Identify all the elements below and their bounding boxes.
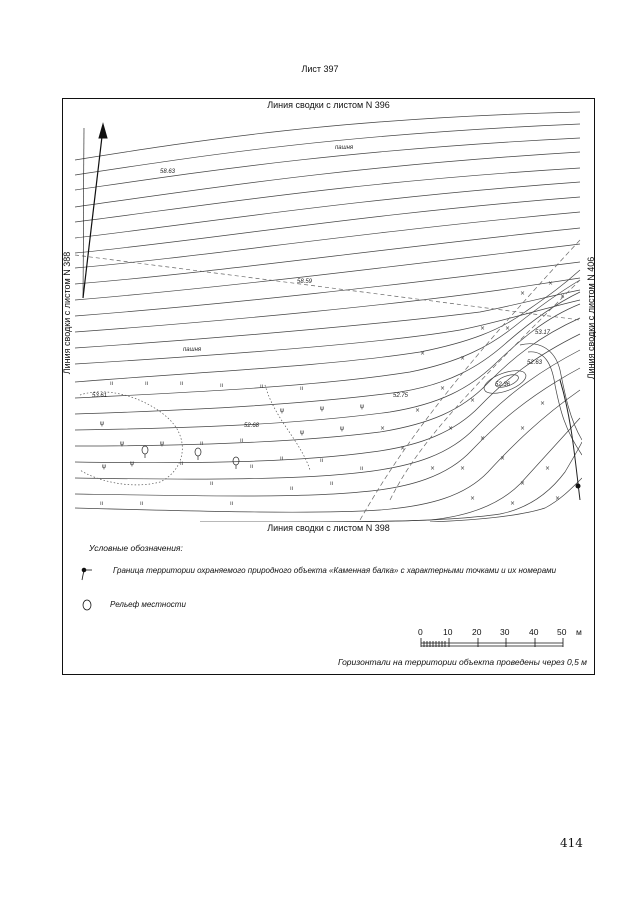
dashed-line: [360, 240, 580, 520]
contour-line: [75, 262, 580, 316]
boundary-point-icon: [82, 568, 92, 580]
svg-text:×: ×: [470, 495, 476, 502]
svg-text:ıı: ıı: [100, 500, 104, 507]
svg-text:×: ×: [420, 350, 426, 357]
svg-text:ıı: ıı: [320, 457, 324, 464]
contour-line: [75, 280, 580, 398]
ravine-edge: [560, 380, 580, 500]
svg-text:×: ×: [460, 355, 466, 362]
page-number: 414: [560, 836, 583, 850]
elevation-label: 52.63: [527, 360, 543, 366]
svg-text:×: ×: [505, 325, 511, 332]
contour-line: [75, 152, 580, 207]
svg-text:ıı: ıı: [180, 380, 184, 387]
contour-line: [528, 352, 582, 455]
svg-text:ıı: ıı: [110, 380, 114, 387]
elevation-label: 52.68: [244, 423, 260, 429]
contour-line: [75, 182, 580, 238]
sheet-title: Лист 397: [301, 64, 339, 74]
svg-text:ıı: ıı: [220, 382, 224, 389]
elevation-label: 52.36: [495, 382, 511, 388]
svg-text:ψ: ψ: [120, 440, 124, 447]
svg-text:ıı: ıı: [330, 480, 334, 487]
svg-text:ıı: ıı: [260, 383, 264, 390]
land-use-label: пашня: [335, 145, 354, 151]
svg-text:×: ×: [460, 465, 466, 472]
svg-text:×: ×: [430, 465, 436, 472]
svg-text:×: ×: [520, 480, 526, 487]
svg-text:×: ×: [520, 290, 526, 297]
svg-text:ψ: ψ: [360, 403, 364, 410]
edge-label-left-text: Линия сводки с листом N 388: [62, 251, 72, 375]
svg-text:×: ×: [380, 425, 386, 432]
meadow-boundary: [265, 385, 310, 470]
svg-text:×: ×: [540, 400, 546, 407]
svg-text:×: ×: [560, 293, 566, 300]
svg-text:ıı: ıı: [300, 385, 304, 392]
scale-tick-label: 0: [418, 627, 423, 637]
svg-text:ψ: ψ: [320, 405, 324, 412]
elevation-label: 52.75: [393, 393, 409, 399]
svg-text:ψ: ψ: [340, 425, 344, 432]
contour-line: [75, 390, 580, 512]
dashed-line: [390, 280, 580, 500]
scale-unit: м: [576, 627, 582, 637]
legend-item-label: Граница территории охраняемого природного объекта «Каменная балка» с характерными точками и их номерами: [113, 566, 557, 575]
elevation-label: 58.63: [160, 169, 176, 175]
land-use-label: пашня: [183, 347, 202, 353]
contour-line: [75, 290, 580, 348]
svg-text:×: ×: [510, 500, 516, 507]
svg-text:ψ: ψ: [102, 463, 106, 470]
scale-tick-label: 30: [500, 627, 510, 637]
elevation-label: 58.59: [297, 279, 313, 285]
contour-line: [75, 228, 580, 284]
svg-text:ıı: ıı: [250, 463, 254, 470]
scale-bar: [421, 638, 563, 647]
contour-interval-note: Горизонтали на территории объекта проведены через 0,5 м: [337, 657, 587, 667]
edge-label-top: Линия сводки с листом N 396: [267, 100, 390, 110]
svg-text:ıı: ıı: [140, 500, 144, 507]
contour-line: [75, 112, 580, 160]
svg-text:×: ×: [548, 280, 554, 287]
scale-tick-label: 10: [443, 627, 453, 637]
svg-text:ıı: ıı: [230, 500, 234, 507]
north-arrow: [83, 124, 107, 298]
svg-text:×: ×: [555, 495, 561, 502]
edge-label-bottom: Линия сводки с листом N 398: [267, 523, 390, 533]
svg-text:ψ: ψ: [280, 407, 284, 414]
scale-tick-label: 40: [529, 627, 539, 637]
svg-text:×: ×: [400, 445, 406, 452]
svg-text:ıı: ıı: [290, 485, 294, 492]
svg-text:×: ×: [448, 425, 454, 432]
scale-tick-label: 20: [472, 627, 482, 637]
svg-text:×: ×: [500, 455, 506, 462]
meadow-boundary: [80, 392, 182, 485]
svg-text:×: ×: [440, 385, 446, 392]
contour-line: [75, 124, 580, 175]
svg-text:×: ×: [480, 325, 486, 332]
svg-text:ıı: ıı: [280, 455, 284, 462]
svg-text:ıı: ıı: [240, 437, 244, 444]
svg-text:×: ×: [545, 465, 551, 472]
scale-tick-label: 50: [557, 627, 567, 637]
svg-text:ıı: ıı: [200, 440, 204, 447]
svg-text:×: ×: [520, 425, 526, 432]
svg-text:ıı: ıı: [360, 465, 364, 472]
elevation-label: 53.61: [92, 393, 108, 399]
relief-icon: [83, 600, 91, 610]
svg-text:ıı: ıı: [145, 380, 149, 387]
contour-line: [75, 334, 580, 463]
edge-label-right-text: Линия сводки с листом N 406: [586, 256, 596, 380]
contour-line: [75, 168, 580, 222]
svg-text:×: ×: [470, 397, 476, 404]
svg-text:×: ×: [480, 435, 486, 442]
svg-text:×: ×: [415, 407, 421, 414]
svg-text:ıı: ıı: [180, 460, 184, 467]
svg-text:ψ: ψ: [130, 460, 134, 467]
tree-symbols: [142, 446, 239, 469]
legend-item-label: Рельеф местности: [110, 600, 186, 609]
boundary-point: [576, 484, 581, 489]
svg-text:ψ: ψ: [300, 429, 304, 436]
elevation-label: 53.17: [535, 330, 551, 336]
legend-title: Условные обозначения:: [89, 543, 183, 553]
contour-line: [320, 442, 582, 522]
svg-text:ıı: ıı: [210, 480, 214, 487]
svg-text:ψ: ψ: [160, 440, 164, 447]
svg-text:ψ: ψ: [100, 420, 104, 427]
contour-line: [75, 197, 580, 253]
contour-line: [75, 212, 580, 268]
